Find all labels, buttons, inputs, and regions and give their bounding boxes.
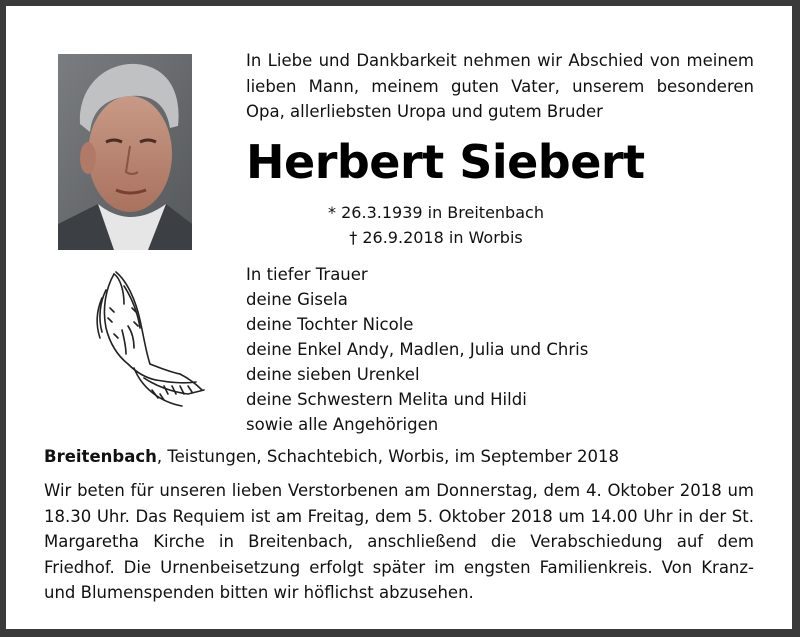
death-date: 26.9.2018 in Worbis — [362, 228, 523, 247]
mourner-line: deine Gisela — [246, 290, 348, 309]
death-date-row — [246, 225, 626, 250]
life-dates — [246, 200, 626, 250]
praying-hands-icon — [84, 268, 214, 408]
place-rest: , Teistungen, Schachtebich, Worbis, im September 2018 — [156, 447, 619, 466]
mourner-line: In tiefer Trauer — [246, 265, 368, 284]
deceased-name: Herbert Siebert — [246, 135, 645, 189]
portrait-photo — [58, 54, 192, 250]
mourner-line: sowie alle Angehörigen — [246, 415, 439, 434]
service-text: Wir beten für unseren lieben Verstorbenen am Donnerstag, dem 4. Oktober 2018 um 18.30 Uhr. Das Requiem ist am Freitag, dem 5. Oktober 2018 um 14.00 Uhr in der St. Margaretha Kirche in Breitenbach, anschließend die Verabschiedung auf dem Friedhof. Die Urnenbeisetzung erfolgt später im engsten Familienkreis. Von Kranz- und Blumenspenden bitten wir höflichst abzusehen. — [44, 481, 754, 602]
intro-text: In Liebe und Dankbarkeit nehmen wir Abschied von meinem lieben Mann, meinem guten Vater, unserem besonderen Opa, allerliebsten Uropa und gutem Bruder — [246, 51, 754, 121]
place-and-date — [44, 444, 764, 469]
mourner-line: deine sieben Urenkel — [246, 365, 420, 384]
place-bold: Breitenbach — [44, 447, 157, 466]
mourner-line: deine Schwestern Melita und Hildi — [246, 390, 527, 409]
mourner-line: deine Enkel Andy, Madlen, Julia und Chris — [246, 340, 589, 359]
mourners-list — [246, 262, 746, 437]
obituary-card — [6, 6, 792, 629]
birth-date: * 26.3.1939 in Breitenbach — [328, 203, 544, 222]
cross-icon: † — [349, 228, 358, 247]
mourner-line: deine Tochter Nicole — [246, 315, 414, 334]
